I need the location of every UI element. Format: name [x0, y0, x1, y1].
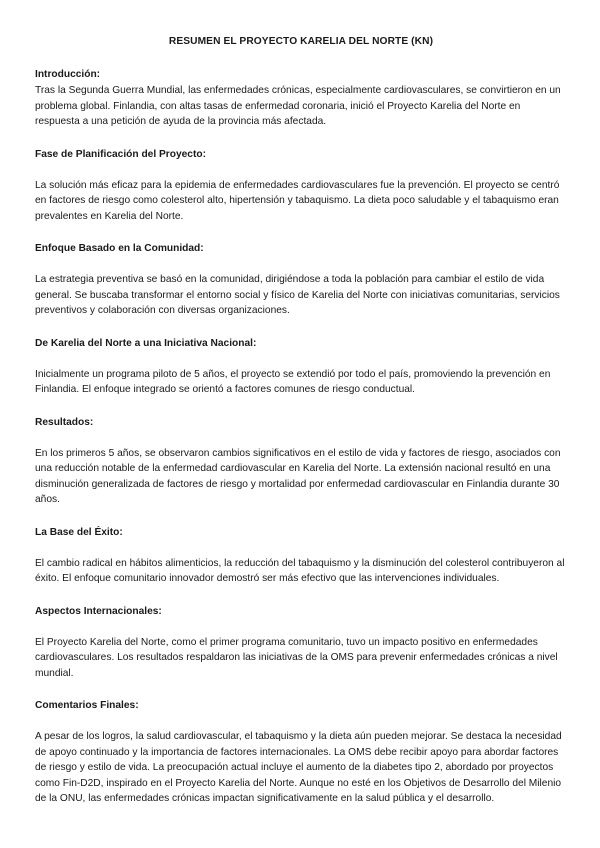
document-title: RESUMEN EL PROYECTO KARELIA DEL NORTE (KN)	[168, 36, 434, 47]
document-page	[35, 35, 567, 807]
section-planificacion	[35, 148, 567, 225]
section-comunidad	[35, 242, 567, 319]
section-heading: Fase de Planificación del Proyecto:	[35, 148, 206, 160]
section-heading: La Base del Éxito:	[35, 526, 123, 538]
section-body: El Proyecto Karelia del Norte, como el primer programa comunitario, tuvo un impacto positivo en enfermedades cardiovasculares. Los resultados respaldaron las iniciativas de la OMS para prevenir enfermedades crónicas a nivel mundial.	[35, 636, 558, 679]
section-body: La estrategia preventiva se basó en la comunidad, dirigiéndose a toda la población para cambiar el estilo de vida general. Se buscaba transformar el entorno social y físico de Karelia del Norte con iniciativas comunitarias, servicios preventivos y colaboración con diversas organizaciones.	[35, 274, 560, 316]
section-heading: Enfoque Basado en la Comunidad:	[35, 243, 204, 254]
section-introduccion	[35, 68, 567, 130]
section-heading: Introducción:	[35, 69, 101, 80]
section-heading: Comentarios Finales:	[35, 700, 139, 711]
section-body: A pesar de los logros, la salud cardiovascular, el tabaquismo y la dieta aún pueden mejorar. Se destaca la necesidad de apoyo continuado y la importancia de factores internacionales. La OMS debe recibir apoyo para abordar factores de riesgo y estilo de vida. La preocupación actual incluye el aumento de la diabetes tipo 2, abordado por proyectos como Fin-D2D, inspirado en el Proyecto Karelia del Norte. Aunque no esté en los Objetivos de Desarrollo del Milenio de la ONU, las enfermedades crónicas impactan significativamente en la salud pública y el desarrollo.	[35, 731, 562, 804]
section-iniciativa-nacional	[35, 337, 567, 398]
section-heading: Aspectos Internacionales:	[35, 605, 162, 617]
section-body: La solución más eficaz para la epidemia de enfermedades cardiovasculares fue la prevención. El proyecto se centró en factores de riesgo como colesterol alto, hipertensión y tabaquismo. La dieta poco saludable y el tabaquismo eran prevalentes en Karelia del Norte.	[35, 179, 560, 222]
section-body: El cambio radical en hábitos alimenticios, la reducción del tabaquismo y la disminución del colesterol contribuyeron al éxito. El enfoque comunitario innovador demostró ser más efectivo que las intervenciones individuales.	[35, 557, 565, 584]
section-aspectos-internacionales	[35, 605, 567, 682]
section-heading: De Karelia del Norte a una Iniciativa Nacional:	[35, 337, 257, 349]
section-base-exito	[35, 526, 567, 587]
section-body: Tras la Segunda Guerra Mundial, las enfermedades crónicas, especialmente cardiovasculares, se convirtieron en un problema global. Finlandia, con altas tasas de enfermedad coronaria, inició el Proyecto Karelia del Norte en respuesta a una petición de ayuda de la provincia más afectada.	[35, 85, 561, 127]
section-resultados	[35, 416, 567, 508]
section-comentarios-finales	[35, 699, 567, 807]
section-body: Inicialmente un programa piloto de 5 años, el proyecto se extendió por todo el país, promoviendo la prevención en Finlandia. El enfoque integrado se orientó a factores comunes de riesgo conductual.	[35, 368, 551, 395]
section-body: En los primeros 5 años, se observaron cambios significativos en el estilo de vida y factores de riesgo, asociados con una reducción notable de la enfermedad cardiovascular en Karelia del Norte. La extensión nacional resultó en una disminución generalizada de factores de riesgo y mortalidad por enfermedad cardiovascular en Finlandia durante 30 años.	[35, 447, 561, 505]
section-heading: Resultados:	[35, 416, 94, 428]
